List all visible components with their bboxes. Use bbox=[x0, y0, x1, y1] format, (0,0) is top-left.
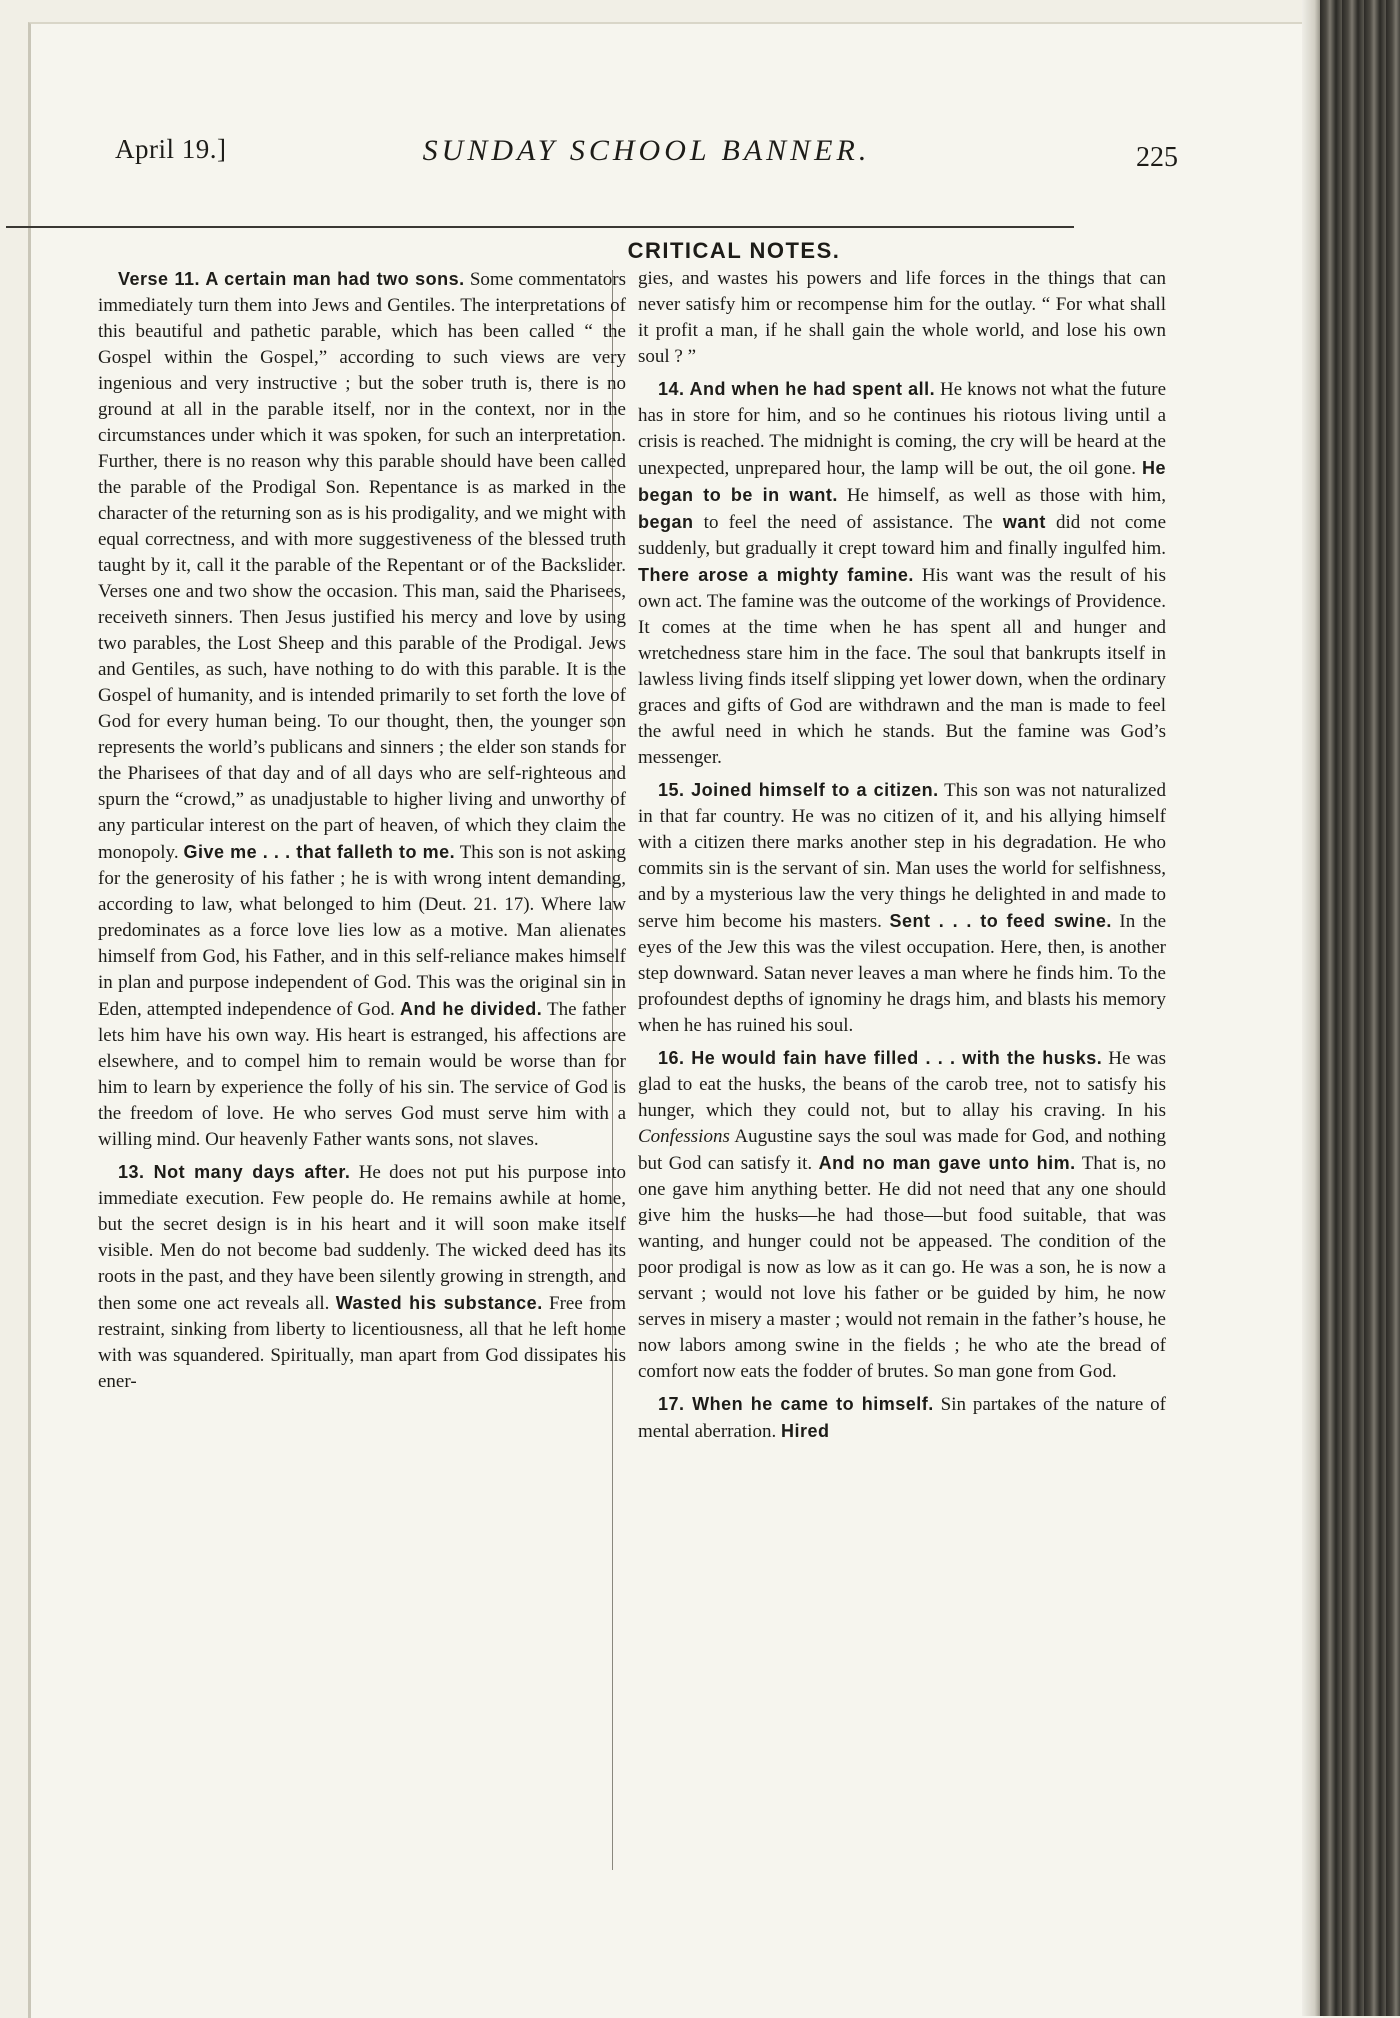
book-title: Confessions bbox=[638, 1126, 730, 1147]
book-spine bbox=[1320, 0, 1400, 2016]
note-heading: Sent . . . to feed swine. bbox=[889, 911, 1112, 931]
page-edge bbox=[1302, 0, 1320, 2016]
note-body: Free from restraint, sinking from liberty to licentiousness, all that he left home with was squandered. Spiritually, man apart from God dissipates his ener- bbox=[98, 1293, 626, 1392]
note-body: to feel the need of assistance. The bbox=[703, 512, 993, 533]
note-verse-11 bbox=[98, 266, 626, 1153]
note-heading: 14. And when he had spent all. bbox=[658, 379, 936, 399]
note-verse-16 bbox=[638, 1045, 1166, 1385]
note-body: His want was the result of his own act. The famine was the outcome of the workings of Providence. It comes at the time when he has spent all and hunger and wretchedness stare him in the face. The soul that bankrupts itself in lawless living finds itself slipping yet lower down, when the ordinary graces and gifts of God are withdrawn and the man is made to feel the awful need in which he stands. But the famine was God’s messenger. bbox=[638, 565, 1166, 768]
note-body: The father lets him have his own way. His heart is estranged, his affections are elsewhere, and to compel him to remain would be worse than for him to learn by experience the folly of his sin. The service of God is the freedom of love. He who serves God must serve him with a willing mind. Our heavenly Father wants sons, not slaves. bbox=[98, 999, 626, 1150]
note-body: Sin partakes of the nature of mental aberration. bbox=[638, 1394, 1167, 1442]
note-body: He knows not what the future has in store for him, and so he continues his riotous living until a crisis is reached. The midnight is coming, the cry will be heard at the unexpected, unprepared hour, the lamp will be out, the oil gone. bbox=[638, 379, 1167, 479]
note-body: He does not put his purpose into immediate execution. Few people do. He remains awhile at home, but the secret design is in his heart and it will soon make itself visible. Men do not become bad suddenly. The wicked deed has its roots in the past, and they have been silently growing in strength, and then some one act reveals all. bbox=[98, 1162, 627, 1314]
note-heading: began bbox=[638, 512, 694, 532]
note-heading: And he divided. bbox=[400, 999, 543, 1019]
header-title: SUNDAY SCHOOL BANNER. bbox=[422, 134, 871, 167]
note-body: In the eyes of the Jew this was the vilest occupation. Here, then, is another step downward. Satan never leaves a man where he finds him. To the profoundest depths of ignominy he drags him, and blasts his memory when he has ruined his soul. bbox=[638, 911, 1167, 1036]
note-verse-15 bbox=[638, 777, 1166, 1039]
note-body: This son was not naturalized in that far country. He was no citizen of it, and his allying himself with a citizen there marks another step in his degradation. He who commits sin is the servant of sin. Man uses the world for selfishness, and by a mysterious law the very things he delighted in and made to serve him become his masters. bbox=[638, 780, 1166, 932]
note-verse-14 bbox=[638, 376, 1166, 771]
note-heading: 17. When he came to himself. bbox=[658, 1394, 934, 1414]
left-column bbox=[98, 266, 626, 1401]
note-continuation bbox=[638, 266, 1166, 370]
note-heading: Wasted his substance. bbox=[335, 1293, 543, 1313]
note-body: Augustine says the soul was made for God, and nothing but God can satisfy it. bbox=[638, 1126, 1167, 1174]
note-verse-13 bbox=[98, 1159, 626, 1395]
section-title: CRITICAL NOTES. bbox=[627, 238, 841, 263]
header-date: April 19.] bbox=[115, 134, 227, 164]
note-heading: 16. He would fain have filled . . . with the husks. bbox=[658, 1048, 1103, 1068]
note-body: Some commentators immediately turn them into Jews and Gentiles. The interpretations of this beautiful and pathetic parable, which has been called “ the Gospel within the Gospel,” according to such views are very ingenious and very instructive ; but the sober truth is, there is no ground at all in the parable itself, nor in the context, nor in the circumstances under which it was spoken, for such an interpretation. Further, there is no reason why this parable should have been called the parable of the Prodigal Son. Repentance is as marked in the character of the returning son as is his prodigality, and we might with equal correctness, and with more suggestiveness of the blessed truth taught by it, call it the parable of the Repentant or of the Backslider. Verses one and two show the occasion. This man, said the Pharisees, receiveth sinners. Then Jesus justified his mercy and love by using two parables, the Lost Sheep and this parable of the Prodigal. Jews and Gentiles, as such, have nothing to do with this parable. It is the Gospel of humanity, and is intended primarily to set forth the love of God for every human being. To our thought, then, the younger son represents the world’s publicans and sinners ; the elder son stands for the Pharisees of that day and of all days who are self-righteous and spurn the “crowd,” as unadjustable to higher living and unworthy of any particular interest on the part of heaven, of which they claim the monopoly. bbox=[98, 269, 626, 863]
note-body: did not come suddenly, but gradually it crept toward him and finally ingulfed him. bbox=[638, 512, 1167, 559]
note-heading: want bbox=[1002, 512, 1046, 532]
note-heading: There arose a mighty famine. bbox=[638, 565, 914, 585]
note-heading: Hired bbox=[780, 1421, 830, 1441]
header-rule bbox=[6, 226, 1074, 228]
page-number: 225 bbox=[1136, 142, 1178, 173]
note-body: gies, and wastes his powers and life forces in the things that can never satisfy him or recompense him for the outlay. “ For what shall it profit a man, if he shall gain the whole world, and lose his own soul ? ” bbox=[638, 268, 1166, 367]
note-heading: Give me . . . that falleth to me. bbox=[183, 842, 456, 862]
note-heading: Verse 11. A certain man had two sons. bbox=[118, 269, 465, 289]
right-column bbox=[638, 266, 1166, 1451]
note-heading: And no man gave unto him. bbox=[818, 1153, 1076, 1173]
note-body: He himself, as well as those with him, bbox=[846, 485, 1166, 506]
note-body: This son is not asking for the generosity of his father ; he is with wrong intent demanding, according to law, what belonged to him (Deut. 21. 17). Where law predominates as a force love lies low as a motive. Man alienates himself from God, his Father, and in this self-reliance makes himself in plan and purpose independent of God. This was the original sin in Eden, attempted independence of God. bbox=[98, 842, 626, 1020]
note-verse-17 bbox=[638, 1391, 1166, 1445]
note-heading: 13. Not many days after. bbox=[118, 1162, 351, 1182]
note-heading: He began to be in want. bbox=[638, 458, 1166, 505]
note-body: He was glad to eat the husks, the beans of the carob tree, not to satisfy his hunger, which they could not, but to allay his craving. In his bbox=[638, 1048, 1166, 1121]
note-heading: 15. Joined himself to a citizen. bbox=[658, 780, 939, 800]
note-body: That is, no one gave him anything better. He did not need that any one should give him the husks—he had those—but food suitable, that was wanting, and hunger could not be appeased. The condition of the poor prodigal is now as low as it can go. He was a son, he is now a servant ; would not love his father or be guided by him, he now serves in misery a master ; would not remain in the father’s house, he now labors among swine in the fields ; he who ate the bread of comfort now eats the fodder of brutes. So man gone from God. bbox=[638, 1153, 1166, 1382]
running-header bbox=[115, 128, 1178, 198]
